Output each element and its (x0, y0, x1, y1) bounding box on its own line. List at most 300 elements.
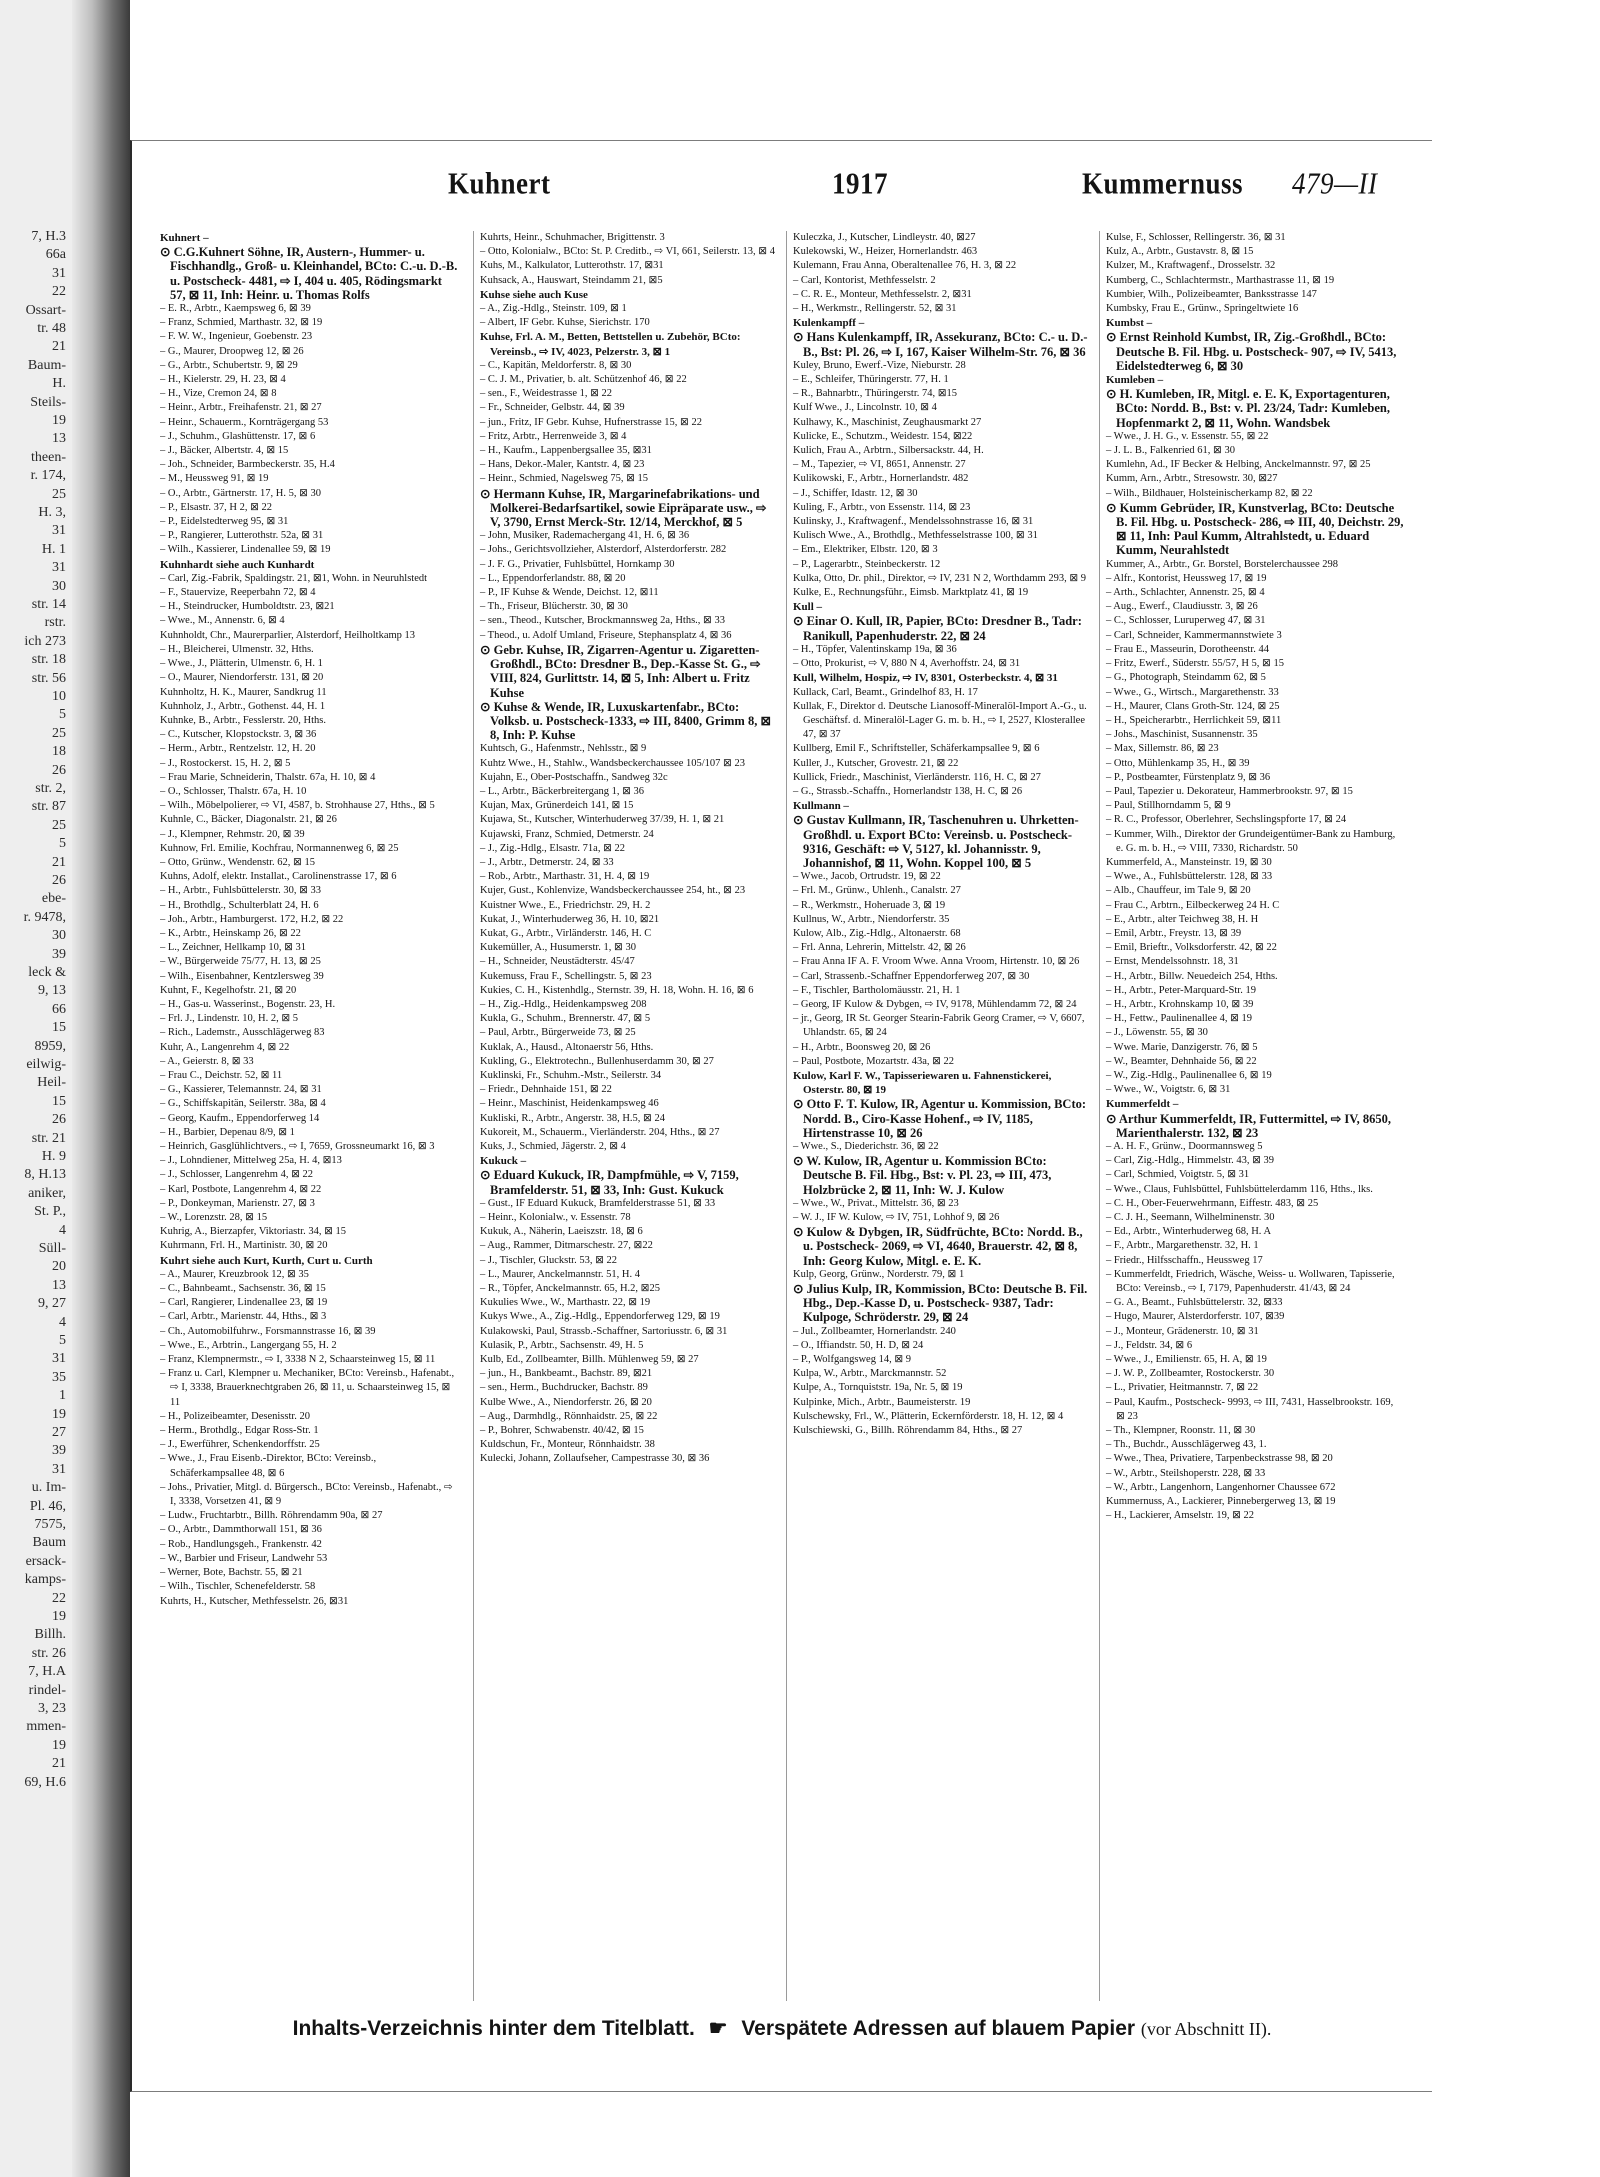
directory-entry: ⊙ Kumm Gebrüder, IR, Kunstverlag, BCto: Deutsche B. Fil. Hbg. u. Postscheck- 286, ⇨ III, 40, Deichstr. 29, ⊠ 11, Inh: Paul Kumm, Altrahlstedt, u. Eduard Kumm, Neurahlstedt (1106, 500, 1404, 558)
directory-entry: Kulenkampff – (793, 317, 865, 330)
adjacent-page-fragment: 25 (52, 725, 66, 741)
directory-entry: – Georg, Kaufm., Eppendorferweg 14 (160, 1112, 320, 1124)
directory-entry: – H., Schneider, Neustädterstr. 45/47 (480, 956, 635, 968)
directory-entry: – J., Ewerführer, Schenkendorffstr. 25 (160, 1439, 320, 1451)
directory-entry: – H., Bleicherei, Ulmenstr. 32, Hths. (160, 643, 314, 655)
page-header (132, 166, 1432, 216)
directory-entry: – J. W. P., Zollbeamter, Rostockerstr. 30 (1106, 1368, 1275, 1380)
directory-entry: Kull, Wilhelm, Hospiz, ⇨ IV, 8301, Osterbeckstr. 4, ⊠ 31 (793, 672, 1058, 685)
directory-entry: – Wwe., J., Plätterin, Ulmenstr. 6, H. 1 (160, 658, 323, 670)
directory-entry: – J., Bäcker, Albertstr. 4, ⊠ 15 (160, 445, 289, 457)
directory-entry: ⊙ Einar O. Kull, IR, Papier, BCto: Dresdner B., Tadr: Ranikull, Papenhuderstr. 22, ⊠ 24 (793, 614, 1082, 643)
directory-entry: – Aug., Ewerf., Claudiusstr. 3, ⊠ 26 (1106, 601, 1258, 613)
directory-entry: – Carl, Rangierer, Lindenallee 23, ⊠ 19 (160, 1297, 328, 1309)
directory-entry: – R., Töpfer, Anckelmannstr. 65, H.2, ⊠25 (480, 1283, 660, 1295)
adjacent-page-fragment: Baum- (27, 357, 66, 373)
directory-entry: – John, Musiker, Rademachergang 41, H. 6, ⊠ 36 (480, 530, 690, 542)
adjacent-page-fragment: Ossart- (25, 302, 66, 318)
directory-entry: – Rob., Handlungsgeh., Frankenstr. 42 (160, 1538, 322, 1550)
directory-entry: – Wwe., W., Privat., Mittelstr. 36, ⊠ 23 (793, 1197, 959, 1209)
adjacent-page-fragment: 31 (52, 265, 66, 281)
directory-entry: – E., Arbtr., alter Teichweg 38, H. H (1106, 913, 1259, 925)
directory-entry: – C., Bahnbeamt., Sachsenstr. 36, ⊠ 15 (160, 1283, 326, 1295)
directory-entry: Kuley, Bruno, Ewerf.-Vize, Nieburstr. 28 (793, 359, 966, 371)
adjacent-page-fragment: Baum (32, 1535, 66, 1551)
directory-entry: – Alb., Chauffeur, im Tale 9, ⊠ 20 (1106, 885, 1251, 897)
adjacent-page-fragment: Heil- (37, 1075, 66, 1091)
directory-entry: – Ed., Arbtr., Winterhuderweg 68, H. A (1106, 1226, 1272, 1238)
adjacent-page-fragment: str. 26 (31, 1645, 66, 1661)
directory-entry: – Werner, Bote, Bachstr. 55, ⊠ 21 (160, 1567, 303, 1579)
directory-entry: – G., Maurer, Droopweg 12, ⊠ 26 (160, 345, 304, 357)
adjacent-page-fragment: eilwig- (26, 1057, 66, 1072)
directory-entry: – P., Postbeamter, Fürstenplatz 9, ⊠ 36 (1106, 771, 1271, 783)
header-year: 1917 (832, 166, 888, 201)
directory-entry: – H., Zig.-Hdlg., Heidenkampsweg 208 (480, 998, 647, 1010)
directory-entry: – Otto, Kolonialw., BCto: St. P. Creditb., ⇨ VI, 661, Seilerstr. 13, ⊠ 4 (480, 246, 775, 258)
page-number: 479—II (1292, 166, 1378, 201)
directory-entry: Kukat, G., Arbtr., Virländerstr. 146, H. C (480, 927, 652, 939)
directory-entry: Kuhnow, Frl. Emilie, Kochfrau, Normannenweg 6, ⊠ 25 (160, 842, 399, 854)
adjacent-page-fragment: 9, 27 (38, 1296, 66, 1312)
directory-entry: ⊙ Kulow & Dybgen, IR, Südfrüchte, BCto: Nordd. B., u. Postscheck- 2069, ⇨ VI, 4640, Brauerstr. 42, ⊠ 8, Inh: Georg Kulow, Mitgl. e. E. K. (793, 1225, 1083, 1268)
directory-entry: Kulpe, A., Tornquiststr. 19a, Nr. 5, ⊠ 19 (793, 1382, 963, 1394)
adjacent-page-fragment: str. 18 (31, 652, 66, 668)
directory-entry: Kuhnke, B., Arbtr., Fesslerstr. 20, Hths. (160, 714, 326, 726)
directory-entry: Kulich, Frau A., Arbtrn., Silbersackstr. 44, H. (793, 445, 984, 457)
directory-entry: Kuhrt siehe auch Kurt, Kurth, Curt u. Curth (160, 1254, 373, 1267)
adjacent-page-fragment: 8959, (34, 1038, 66, 1054)
directory-entry: Kuhnert – (160, 232, 209, 244)
directory-entry: Kullnus, W., Arbtr., Niendorferstr. 35 (793, 913, 950, 925)
directory-entry: ⊙ Hermann Kuhse, IR, Margarinefabrikations- und Molkerei-Bedarfsartikel, sowie Eipräparate usw., ⇨ V, 3790, Ernst Merck-Str. 12/14, Merckhof, ⊠ 5 (480, 486, 767, 530)
directory-entry: – Wilh., Kassierer, Lindenallee 59, ⊠ 19 (160, 544, 331, 556)
directory-entry: Kukys Wwe., A., Zig.-Hdlg., Eppendorferweg 129, ⊠ 19 (480, 1311, 720, 1323)
directory-entry: – H., Kaufm., Lappenbergsallee 35, ⊠31 (480, 445, 652, 457)
directory-entry: Kuhnholtz, H. K., Maurer, Sandkrug 11 (160, 686, 327, 698)
directory-entry: – Herm., Arbtr., Rentzelstr. 12, H. 20 (160, 743, 316, 755)
adjacent-page-fragment: 21 (52, 339, 66, 355)
directory-entry: – W., Bürgerweide 75/77, H. 13, ⊠ 25 (160, 956, 321, 968)
directory-entry: – Em., Elektriker, Elbstr. 120, ⊠ 3 (793, 544, 938, 556)
directory-entry: – J., Rostockerst. 15, H. 2, ⊠ 5 (160, 757, 291, 769)
directory-entry: – H., Steindrucker, Humboldtstr. 23, ⊠21 (160, 601, 335, 613)
adjacent-page-fragment: 13 (52, 1277, 66, 1293)
directory-entry: Kuhrts, H., Kutscher, Methfesselstr. 26, ⊠31 (160, 1595, 349, 1607)
directory-entry: – J., Feldstr. 34, ⊠ 6 (1106, 1339, 1193, 1351)
directory-entry: – Wwe., E., Arbtrin., Langergang 55, H. 2 (160, 1339, 337, 1351)
directory-entry: – Friedr., Dehnhaide 151, ⊠ 22 (480, 1084, 612, 1096)
directory-entry: – Gust., IF Eduard Kukuck, Bramfelderstrasse 51, ⊠ 33 (480, 1197, 716, 1209)
directory-entry: ⊙ Eduard Kukuck, IR, Dampfmühle, ⇨ V, 7159, Bramfelderstr. 51, ⊠ 33, Inh: Gust. Kukuck (480, 1168, 739, 1197)
directory-entry: Kukla, G., Schuhm., Brennerstr. 47, ⊠ 5 (480, 1013, 651, 1025)
directory-entry: – W., Barbier und Friseur, Landwehr 53 (160, 1552, 328, 1564)
directory-entry: Kukemuss, Frau F., Schellingstr. 5, ⊠ 23 (480, 970, 652, 982)
directory-entry: – Wilh., Möbelpolierer, ⇨ VI, 4587, b. Strohhause 27, Hths., ⊠ 5 (160, 800, 435, 812)
adjacent-page-fragment: 22 (52, 284, 66, 300)
directory-entry: – H., Maurer, Clans Groth-Str. 124, ⊠ 25 (1106, 700, 1280, 712)
directory-entry: – Wwe., Jacob, Ortrudstr. 19, ⊠ 22 (793, 871, 941, 883)
adjacent-page-fragment: 5 (59, 1333, 66, 1348)
adjacent-page-fragment: 39 (52, 946, 66, 962)
directory-entry: – Wwe., M., Annenstr. 6, ⊠ 4 (160, 615, 285, 627)
directory-entry: – Frau C., Arbtrn., Eilbeckerweg 24 H. C (1106, 899, 1280, 911)
directory-entry: – Wwe., Thea, Privatiere, Tarpenbeckstrasse 98, ⊠ 20 (1106, 1453, 1333, 1465)
adjacent-page-fragment: 7, H.A (28, 1664, 66, 1680)
directory-entry: – Carl, Kontorist, Methfesselstr. 2 (793, 274, 936, 286)
directory-entry: – H., Gas-u. Wasserinst., Bogenstr. 23, H. (160, 998, 336, 1010)
directory-entry: – J., Arbtr., Detmerstr. 24, ⊠ 33 (480, 856, 614, 868)
directory-entry: Kuhse, Frl. A. M., Betten, Bettstellen u. Zubehör, BCto: Vereinsb., ⇨ IV, 4023, Pelzerstr. 3, ⊠ 1 (480, 331, 741, 358)
directory-entry: – W., Lorenzstr. 28, ⊠ 15 (160, 1212, 268, 1224)
directory-entry: Kulschiewski, G., Billh. Röhrendamm 84, Hths., ⊠ 27 (793, 1425, 1023, 1437)
adjacent-page-fragment: 5 (59, 707, 66, 723)
directory-entry: – Hugo, Maurer, Alsterdorferstr. 107, ⊠39 (1106, 1311, 1285, 1323)
directory-entry: Kuhnhardt siehe auch Kunhardt (160, 558, 315, 571)
adjacent-page-fragment: str. 87 (31, 799, 66, 815)
directory-entry: – C. J. H., Seemann, Wilhelminenstr. 30 (1106, 1212, 1275, 1224)
directory-entry: – J., Schlosser, Langenrehm 4, ⊠ 22 (160, 1169, 314, 1181)
directory-entry: Kukoreit, M., Schauerm., Vierländerstr. 204, Hths., ⊠ 27 (480, 1126, 720, 1138)
directory-entry: Kulasik, P., Arbtr., Sachsenstr. 49, H. 5 (480, 1339, 644, 1351)
directory-entry: – Wwe., W., Voigtstr. 6, ⊠ 31 (1106, 1084, 1231, 1096)
directory-entry: Kuhs, M., Kalkulator, Lutterothstr. 17, ⊠31 (480, 260, 664, 272)
directory-entry: Kuhsack, A., Hauswart, Steindamm 21, ⊠5 (480, 274, 663, 286)
adjacent-page-fragment: 66 (52, 1001, 66, 1017)
directory-entry: Kuhrts, Heinr., Schuhmacher, Brigittenstr. 3 (480, 232, 665, 243)
directory-entry: – H., Arbtr., Peter-Marquard-Str. 19 (1106, 984, 1256, 996)
directory-entry: – H., Arbtr., Billw. Neuedeich 254, Hths. (1106, 970, 1278, 982)
directory-entry: – Fritz, Arbtr., Herrenweide 3, ⊠ 4 (480, 430, 627, 442)
directory-entry: – Johs., Gerichtsvollzieher, Alsterdorf, Alsterdorferstr. 282 (480, 544, 727, 556)
directory-entry: – G., Schiffskapitän, Seilerstr. 38a, ⊠ 4 (160, 1098, 326, 1110)
directory-entry: – Carl, Zig.-Fabrik, Spaldingstr. 21, ⊠1, Wohn. in Neuruhlstedt (160, 572, 428, 584)
adjacent-page-fragment: 19 (52, 1737, 66, 1753)
directory-entry: ⊙ Ernst Reinhold Kumbst, IR, Zig.-Großhdl., BCto: Deutsche B. Fil. Hbg. u. Postscheck- 907, ⇨ IV, 5413, Eidelstedterweg 6, ⊠ 30 (1106, 330, 1397, 373)
directory-entry: Kullick, Friedr., Maschinist, Vierländerstr. 116, H. C, ⊠ 27 (793, 771, 1041, 783)
directory-entry: ⊙ Hans Kulenkampff, IR, Assekuranz, BCto: C.- u. D.-B., Bst: Pl. 26, ⇨ I, 167, Kaiser Wilhelm-Str. 76, ⊠ 36 (793, 330, 1088, 359)
adjacent-page-fragment: 13 (52, 431, 66, 447)
directory-entry: – F., Tischler, Bartholomäusstr. 21, H. 1 (793, 984, 961, 996)
adjacent-page-fragment: 31 (52, 1461, 66, 1477)
directory-entry: ⊙ Julius Kulp, IR, Kommission, BCto: Deutsche B. Fil. Hbg., Dep.-Kasse D, u. Postscheck- 9387, Tadr: Kulpoge, Schröderstr. 29, ⊠ 24 (793, 1282, 1088, 1325)
adjacent-page-fragment: 8, H.13 (24, 1167, 66, 1183)
directory-entry: ⊙ C.G.Kuhnert Söhne, IR, Austern-, Hummer- u. Fischhandlg., Groß- u. Kleinhandel, BCto: C.-u. D.-B. u. Postscheck- 4481, ⇨ I, 404 u. 405, Rödingsmarkt 57, ⊠ 11, Inh: Heinr. u. Thomas Rolfs (160, 245, 458, 302)
directory-entry: Kumleben – (1106, 374, 1164, 387)
directory-entry: Kumlehn, Ad., IF Becker & Helbing, Anckelmannstr. 97, ⊠ 25 (1106, 459, 1371, 471)
adjacent-page-fragment: 4 (59, 1222, 66, 1238)
directory-entry: – C., Kutscher, Klopstockstr. 3, ⊠ 36 (160, 729, 317, 741)
directory-entry: Kulisch Wwe., A., Brothdlg., Methfesselstrasse 100, ⊠ 31 (793, 530, 1038, 542)
directory-entry: – J., Klempner, Rehmstr. 20, ⊠ 39 (160, 828, 305, 840)
directory-entry: ⊙ Otto F. T. Kulow, IR, Agentur u. Kommission, BCto: Nordd. B., Ciro-Kasse Hohenf., ⇨ IV, 1185, Hirtenstrasse 10, ⊠ 26 (793, 1097, 1087, 1140)
directory-entry: Kuhtz Wwe., H., Stahlw., Wandsbeckerchaussee 105/107 ⊠ 23 (480, 757, 745, 769)
directory-entry: Kuklak, A., Hausd., Altonaerstr 56, Hths. (480, 1041, 654, 1053)
adjacent-page-fragment: ebe- (41, 891, 66, 907)
directory-entry: – L., Maurer, Anckelmannstr. 51, H. 4 (480, 1268, 640, 1280)
directory-entry: Kulekowski, W., Heizer, Hornerlandstr. 463 (793, 246, 978, 258)
adjacent-page-fragment: 15 (52, 1020, 66, 1036)
directory-entry: – G., Arbtr., Schubertstr. 9, ⊠ 29 (160, 359, 298, 371)
directory-entry: – E., Schleifer, Thüringerstr. 77, H. 1 (793, 374, 949, 386)
adjacent-page-fragment: 25 (52, 486, 66, 502)
directory-entry: – Ch., Automobilfuhrw., Forsmannstrasse 16, ⊠ 39 (160, 1325, 376, 1337)
directory-entry: Kull – (793, 601, 823, 614)
directory-entry: – A. H. F., Grünw., Doormannsweg 5 (1106, 1141, 1263, 1152)
directory-entry: – Wwe. Marie, Danzigerstr. 76, ⊠ 5 (1106, 1041, 1258, 1053)
directory-entry: – A., Geierstr. 8, ⊠ 33 (160, 1055, 254, 1067)
directory-entry: – F., Arbtr., Margarethenstr. 32, H. 1 (1106, 1240, 1259, 1252)
directory-entry: Kulakowski, Paul, Strassb.-Schaffner, Sartoriusstr. 6, ⊠ 31 (480, 1325, 728, 1337)
directory-entry: Kukling, G., Elektrotechn., Bullenhuserdamm 30, ⊠ 27 (480, 1055, 714, 1067)
directory-entry: Kuling, F., Arbtr., von Essenstr. 114, ⊠ 23 (793, 501, 971, 513)
directory-entry: – Aug., Darmhdlg., Rönnhaidstr. 25, ⊠ 22 (480, 1410, 658, 1422)
directory-entry: – Th., Buchdr., Ausschlägerweg 43, 1. (1106, 1439, 1267, 1451)
directory-entry: – W., Arbtr., Langenhorn, Langenhorner Chaussee 672 (1106, 1481, 1336, 1493)
directory-entry: Kuhse siehe auch Kuse (480, 288, 588, 301)
directory-entry: – O., Arbtr., Dammthorwall 151, ⊠ 36 (160, 1524, 322, 1536)
directory-entry: – H., Lackierer, Amselstr. 19, ⊠ 22 (1106, 1510, 1255, 1522)
directory-entry: – P., Eidelstedterweg 95, ⊠ 31 (160, 516, 289, 528)
directory-entry: – sen., F., Weidestrasse 1, ⊠ 22 (480, 388, 613, 400)
directory-entry: – W., Arbtr., Steilshoperstr. 228, ⊠ 33 (1106, 1467, 1266, 1479)
directory-entry: – G., Photograph, Steindamm 62, ⊠ 5 (1106, 672, 1266, 684)
directory-entry: – Wwe., A., Fuhlsbüttelerstr. 128, ⊠ 33 (1106, 871, 1273, 883)
adjacent-page-fragment: u. Im- (31, 1480, 66, 1496)
directory-entry: Kulf Wwe., J., Lincolnstr. 10, ⊠ 4 (793, 402, 937, 414)
adjacent-page-fragment: Pl. 46, (29, 1498, 66, 1514)
directory-entry: – jun., H., Bankbeamt., Bachstr. 89, ⊠21 (480, 1368, 653, 1380)
directory-entry: – Karl, Postbote, Langenrehm 4, ⊠ 22 (160, 1183, 322, 1195)
adjacent-page-margin (0, 0, 72, 2177)
directory-entry: Kuklinski, Fr., Schuhm.-Mstr., Seilerstr. 34 (480, 1069, 662, 1081)
directory-entry: – J., Schiffer, Idastr. 12, ⊠ 30 (793, 487, 918, 499)
directory-entry: – G., Kassierer, Telemannstr. 24, ⊠ 31 (160, 1084, 322, 1096)
directory-entry: – P., Elsastr. 37, H 2, ⊠ 22 (160, 501, 273, 513)
directory-entry: Kuller, J., Kutscher, Grovestr. 21, ⊠ 22 (793, 757, 959, 769)
directory-entry: Kujer, Gust., Kohlenvize, Wandsbeckerchaussee 254, ht., ⊠ 23 (480, 885, 746, 897)
directory-entry: – jun., Fritz, IF Gebr. Kuhse, Hufnerstrasse 15, ⊠ 22 (480, 416, 702, 428)
directory-entry: Kummernuss, A., Lackierer, Pinnebergerweg 13, ⊠ 19 (1106, 1496, 1336, 1508)
directory-entry: Kumbst – (1106, 317, 1153, 330)
directory-entry: – Jul., Zollbeamter, Hornerlandstr. 240 (793, 1325, 956, 1337)
directory-entry: – W. J., IF W. Kulow, ⇨ IV, 751, Lohhof 9, ⊠ 26 (793, 1212, 1000, 1224)
directory-entry: – Georg, IF Kulow & Dybgen, ⇨ IV, 9178, Mühlendamm 72, ⊠ 24 (793, 998, 1077, 1010)
directory-entry: – G., Strassb.-Schaffn., Hornerlandstr 138, H. C, ⊠ 26 (793, 785, 1023, 797)
adjacent-page-fragment: ich 273 (24, 633, 66, 649)
page-footer (132, 2016, 1432, 2056)
directory-entry: – P., Bohrer, Schwabenstr. 40/42, ⊠ 15 (480, 1425, 644, 1437)
book-binding-shadow (72, 0, 130, 2177)
directory-entry: Kulhawy, K., Maschinist, Zeughausmarkt 27 (793, 416, 982, 428)
directory-entry: – Fritz, Ewerf., Süderstr. 55/57, H 5, ⊠ 15 (1106, 658, 1284, 670)
directory-entry: Kuhtsch, G., Hafenmstr., Nehlsstr., ⊠ 9 (480, 743, 647, 755)
directory-entry: Kulbe Wwe., A., Niendorferstr. 26, ⊠ 20 (480, 1396, 652, 1408)
directory-entry: ⊙ Kuhse & Wende, IR, Luxuskartenfabr., BCto: Volksb. u. Postscheck-1333, ⇨ III, 8400, Grimm 8, ⊠ 8, Inh: P. Kuhse (480, 699, 771, 743)
directory-entry: – Friedr., Hilfsschaffn., Heussweg 17 (1106, 1254, 1263, 1266)
directory-entry: – Alfr., Kontorist, Heussweg 17, ⊠ 19 (1106, 572, 1267, 584)
directory-entry: Kumbier, Wilh., Polizeibeamter, Banksstrasse 147 (1106, 288, 1317, 300)
directory-entry: Kulka, Otto, Dr. phil., Direktor, ⇨ IV, 231 N 2, Worthdamm 293, ⊠ 9 (793, 572, 1087, 584)
directory-entry: – O., Maurer, Niendorferstr. 131, ⊠ 20 (160, 672, 324, 684)
directory-entry: – Rich., Lademstr., Ausschlägerweg 83 (160, 1027, 325, 1039)
directory-entry: Kuhrmann, Frl. H., Martinistr. 30, ⊠ 20 (160, 1240, 328, 1252)
adjacent-page-fragment: str. 21 (31, 1130, 66, 1146)
directory-entry: Kulecki, Johann, Zollaufseher, Campestrasse 30, ⊠ 36 (480, 1453, 710, 1465)
directory-entry: – H., Töpfer, Valentinskamp 19a, ⊠ 36 (793, 643, 957, 655)
adjacent-page-fragment: 30 (52, 578, 66, 594)
directory-entry: – Wwe., S., Diederichstr. 36, ⊠ 22 (793, 1141, 939, 1152)
directory-entry: – Heinr., Kolonialw., v. Essenstr. 78 (480, 1212, 631, 1224)
adjacent-page-fragment: rstr. (44, 615, 66, 631)
adjacent-page-fragment: 31 (52, 560, 66, 576)
directory-entry: – Hans, Dekor.-Maler, Kantstr. 4, ⊠ 23 (480, 459, 645, 471)
directory-entry: – W., Zig.-Hdlg., Paulinenallee 6, ⊠ 19 (1106, 1069, 1272, 1081)
adjacent-page-fragment: 19 (52, 1406, 66, 1422)
directory-entry: Kuhns, Adolf, elektr. Installat., Carolinenstrasse 17, ⊠ 6 (160, 871, 397, 883)
directory-entry: Kulp, Georg, Grünw., Norderstr. 79, ⊠ 1 (793, 1268, 965, 1280)
directory-entry: – Th., Klempner, Roonstr. 11, ⊠ 30 (1106, 1425, 1256, 1437)
directory-entry: ⊙ Arthur Kummerfeldt, IR, Futtermittel, ⇨ IV, 8650, Marienthalerstr. 132, ⊠ 23 (1106, 1111, 1392, 1140)
directory-entry: – C. H., Ober-Feuerwehrmann, Eiffestr. 483, ⊠ 25 (1106, 1197, 1319, 1209)
directory-entry: – Frau E., Masseurin, Dorotheenstr. 44 (1106, 643, 1270, 655)
directory-entry: – sen., Theod., Kutscher, Brockmannsweg 2a, Hths., ⊠ 33 (480, 615, 725, 627)
directory-entry: – J., Tischler, Gluckstr. 53, ⊠ 22 (480, 1254, 618, 1266)
directory-entry: – Albert, IF Gebr. Kuhse, Sierichstr. 170 (480, 317, 650, 329)
directory-entry: Kukliski, R., Arbtr., Angerstr. 38, H.5, ⊠ 24 (480, 1112, 665, 1124)
adjacent-page-fragment: Süll- (38, 1241, 66, 1256)
directory-entry: – Wilh., Tischler, Schenefelderstr. 58 (160, 1581, 316, 1593)
directory-entry: Kulpa, W., Arbtr., Marckmannstr. 52 (793, 1368, 947, 1380)
directory-entry: – sen., Herm., Buchdrucker, Bachstr. 89 (480, 1382, 648, 1394)
directory-entry: – H., Polizeibeamter, Desenisstr. 20 (160, 1410, 311, 1422)
directory-entry: Kuks, J., Schmied, Jägerstr. 2, ⊠ 4 (480, 1141, 626, 1152)
directory-entry: – Frl. M., Grünw., Uhlenh., Canalstr. 27 (793, 885, 961, 897)
directory-entry: – L., Eppendorferlandstr. 88, ⊠ 20 (480, 572, 626, 584)
directory-page (130, 140, 1432, 2092)
directory-entry: – J. F. G., Privatier, Fuhlsbüttel, Hornkamp 30 (480, 558, 675, 570)
adjacent-page-fragment: tr. 48 (37, 321, 66, 336)
adjacent-page-fragment: 3, 23 (38, 1701, 66, 1716)
directory-entry: – L., Zeichner, Hellkamp 10, ⊠ 31 (160, 942, 307, 954)
adjacent-page-fragment: 19 (52, 413, 66, 428)
directory-entry: Kullack, Carl, Beamt., Grindelhof 83, H. 17 (793, 686, 978, 698)
directory-entry: – H., Kielerstr. 29, H. 23, ⊠ 4 (160, 374, 286, 386)
directory-entry: – Otto, Grünw., Wendenstr. 62, ⊠ 15 (160, 856, 315, 868)
adjacent-page-fragment: 66a (45, 247, 66, 263)
directory-entry: – P., Lagerarbtr., Steinbeckerstr. 12 (793, 558, 941, 570)
directory-entry: – H., Fettw., Paulinenallee 4, ⊠ 19 (1106, 1013, 1253, 1025)
directory-entry: – Kummerfeldt, Friedrich, Wäsche, Weiss- u. Wollwaren, Tapisserie, BCto: Vereinsb., ⇨ I, 7179, Papenhuderstr. 41/43, ⊠ 24 (1106, 1268, 1395, 1295)
directory-entry: Kukat, J., Winterhuderweg 36, H. 10, ⊠21 (480, 913, 660, 925)
adjacent-page-fragment: 22 (52, 1590, 66, 1606)
directory-entry: – P., Donkeyman, Marienstr. 27, ⊠ 3 (160, 1197, 315, 1209)
directory-entry: – M., Heussweg 91, ⊠ 19 (160, 473, 269, 485)
directory-entry: – J., Lohndiener, Mittelweg 25a, H. 4, ⊠13 (160, 1155, 342, 1167)
adjacent-page-fragment: leck & (28, 965, 66, 980)
adjacent-page-fragment: 26 (52, 762, 66, 778)
directory-entry: – Franz, Schmied, Marthastr. 32, ⊠ 19 (160, 317, 323, 329)
directory-entry: Kulow, Karl F. W., Tapisseriewaren u. Fahnenstickerei, Osterstr. 80, ⊠ 19 (793, 1069, 1052, 1097)
directory-entry: Kuhnt, F., Kegelhofstr. 21, ⊠ 20 (160, 984, 297, 996)
adjacent-page-fragment: 26 (52, 873, 66, 888)
adjacent-page-fragment: 7, H.3 (31, 229, 66, 244)
directory-entry: Kukemüller, A., Husumerstr. 1, ⊠ 30 (480, 942, 636, 954)
directory-entry: – Carl, Arbtr., Marienstr. 44, Hths., ⊠ 3 (160, 1311, 327, 1323)
adjacent-page-fragment: 4 (59, 1314, 66, 1330)
adjacent-page-fragment: 69, H.6 (24, 1774, 66, 1790)
directory-entry: – Wwe., G., Wirtsch., Margarethenstr. 33 (1106, 686, 1279, 698)
directory-entry: – Ernst, Mendelssohnstr. 18, 31 (1106, 956, 1239, 968)
directory-entry: – Emil, Brieftr., Volksdorferstr. 42, ⊠ 22 (1106, 942, 1277, 954)
directory-entry: – jr., Georg, IR St. Georger Stearin-Fabrik Georg Cramer, ⇨ V, 6607, Uhlandstr. 65, ⊠ 24 (793, 1013, 1085, 1039)
adjacent-page-fragment: 25 (52, 817, 66, 833)
directory-entry: – J., Monteur, Grädenerstr. 10, ⊠ 31 (1106, 1325, 1259, 1337)
directory-entry: Kulb, Ed., Zollbeamter, Billh. Mühlenweg 59, ⊠ 27 (480, 1354, 699, 1366)
directory-entry: – Heinr., Maschinist, Heidenkampsweg 46 (480, 1098, 659, 1110)
directory-entry: Kummer, A., Arbtr., Gr. Borstel, Borstelerchaussee 298 (1106, 558, 1338, 570)
directory-entry: – Heinrich, Gasglühlichtvers., ⇨ I, 7659, Grossneumarkt 16, ⊠ 3 (160, 1141, 435, 1152)
directory-entry: – Franz, Klempnermstr., ⇨ I, 3338 N 2, Schaarsteinweg 15, ⊠ 11 (160, 1354, 436, 1366)
directory-columns (160, 231, 1410, 2001)
directory-entry: – Paul, Stillhorndamm 5, ⊠ 9 (1106, 800, 1231, 812)
adjacent-page-fragment: rindel- (28, 1682, 66, 1698)
directory-entry: Kumm, Arn., Arbtr., Stresowstr. 30, ⊠27 (1106, 473, 1278, 485)
directory-entry: Kukuck – (480, 1155, 527, 1168)
directory-entry: Kulz, A., Arbtr., Gustavstr. 8, ⊠ 15 (1106, 246, 1254, 258)
adjacent-page-fragment: 1 (59, 1388, 66, 1404)
directory-entry: – Wwe., J., Emilienstr. 65, H. A, ⊠ 19 (1106, 1354, 1267, 1366)
footer-index-note: Inhalts-Verzeichnis hinter dem Titelblatt. (292, 2017, 695, 2040)
directory-entry: Kulschewsky, Frl., W., Plätterin, Eckernförderstr. 18, H. 12, ⊠ 4 (793, 1410, 1064, 1422)
adjacent-page-fragment: 31 (52, 523, 66, 539)
directory-entry: – H., Speicherarbtr., Herrlichkeit 59, ⊠11 (1106, 714, 1282, 726)
directory-entry: – Paul, Postbote, Mozartstr. 43a, ⊠ 22 (793, 1055, 955, 1067)
directory-entry: Kukuk, A., Näherin, Laeiszstr. 18, ⊠ 6 (480, 1226, 643, 1238)
adjacent-page-fragment: mmen- (26, 1719, 66, 1735)
adjacent-page-fragment: 26 (52, 1112, 66, 1128)
adjacent-page-fragment: H. 1 (41, 541, 66, 557)
adjacent-page-fragment: 21 (52, 854, 66, 870)
directory-entry: – J., Löwenstr. 55, ⊠ 30 (1106, 1027, 1208, 1039)
directory-entry: – Wwe., J., Frau Eisenb.-Direktor, BCto: Vereinsb., Schäferkampsallee 48, ⊠ 6 (160, 1453, 377, 1479)
directory-entry: – Carl, Schmied, Voigtstr. 5, ⊠ 31 (1106, 1169, 1250, 1181)
directory-entry: Kukies, C. H., Kistenhdlg., Sternstr. 39, H. 18, Wohn. H. 16, ⊠ 6 (480, 984, 754, 996)
adjacent-page-fragment: 35 (52, 1369, 66, 1385)
directory-entry: – O., Schlosser, Thalstr. 67a, H. 10 (160, 785, 307, 797)
directory-entry: Kummerfeldt – (1106, 1098, 1179, 1111)
directory-entry: – Max, Sillemstr. 86, ⊠ 23 (1106, 743, 1219, 755)
directory-entry: Kulikowski, F., Arbtr., Hornerlandstr. 482 (793, 473, 969, 485)
directory-entry: Kujahn, E., Ober-Postschaffn., Sandweg 32c (480, 771, 668, 783)
header-left-keyword: Kuhnert (448, 166, 551, 201)
directory-entry: Kuistner Wwe., E., Friedrichstr. 29, H. 2 (480, 899, 651, 911)
adjacent-page-fragment: 7575, (34, 1517, 66, 1532)
adjacent-page-fragment: 15 (52, 1093, 66, 1109)
footer-section-note: (vor Abschnitt II). (1140, 2019, 1272, 2039)
directory-entry: – C. J. M., Privatier, b. alt. Schützenhof 46, ⊠ 22 (480, 374, 687, 386)
directory-entry: – P., IF Kuhse & Wende, Deichst. 12, ⊠11 (480, 587, 659, 599)
directory-entry: – O., Iffiandstr. 50, H. D, ⊠ 24 (793, 1339, 924, 1351)
directory-entry: Kujan, Max, Grünerdeich 141, ⊠ 15 (480, 800, 634, 812)
directory-entry: Kulpinke, Mich., Arbtr., Baumeisterstr. 19 (793, 1396, 971, 1408)
adjacent-page-fragment: ersack- (25, 1553, 66, 1569)
directory-entry: – Fr., Schneider, Gelbstr. 44, ⊠ 39 (480, 402, 625, 414)
directory-entry: Kujawa, St., Kutscher, Winterhuderweg 37/39, H. 1, ⊠ 21 (480, 814, 725, 826)
adjacent-page-fragment: 27 (52, 1425, 66, 1440)
adjacent-page-fragment: 18 (52, 744, 66, 760)
directory-entry: – Aug., Rammer, Ditmarschestr. 27, ⊠22 (480, 1240, 653, 1252)
